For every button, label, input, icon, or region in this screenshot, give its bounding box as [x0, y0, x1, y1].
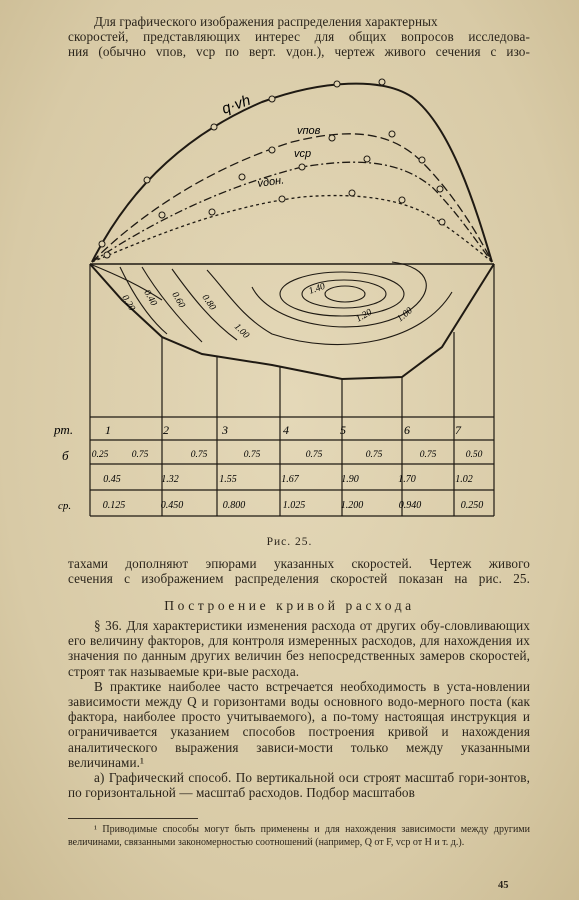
- intro-line: ния (обычно vпов, vср по верт. vдон.), чертеж живого сечения с изо-: [68, 44, 530, 60]
- cell-v: 1.70: [398, 474, 416, 485]
- cell-b: 0.75: [243, 450, 261, 460]
- cell-b: 0.75: [419, 450, 437, 460]
- cell-sr: 0.940: [398, 500, 422, 511]
- qvh-curve: [92, 84, 492, 262]
- cont-line: сечения с изображением распределения скоростей показан на рис. 25.: [68, 571, 530, 587]
- vertical-number: 6: [404, 423, 410, 437]
- row-label-rt: рт.: [54, 422, 74, 437]
- body-text: [68, 618, 530, 800]
- cell-v: 1.90: [341, 474, 359, 485]
- vertical-number: 3: [222, 423, 228, 437]
- intro-line: Для графического изображения распределения характерных: [94, 14, 438, 29]
- isoline-label: 1.20: [354, 307, 374, 325]
- paragraph-36: § 36. Для характеристики изменения расхода от других обу-словливающих его величину факторов, для контроля измеренных расходов, для нахождения их значения по данным других величин без непосредственных замеров скоростей, строят так называемые кри-вые расхода.: [68, 618, 530, 679]
- row-label-b: б: [62, 448, 69, 463]
- isoline-label: 1.00: [231, 322, 251, 341]
- isoline-label: 1.00: [395, 305, 415, 325]
- footnote: [68, 824, 530, 849]
- cell-v: 1.67: [281, 474, 299, 485]
- vertical-number: 7: [455, 423, 461, 437]
- cell-sr: 1.025: [282, 500, 306, 511]
- vertical-number: 1: [105, 423, 111, 437]
- cell-sr: 0.250: [460, 500, 484, 511]
- intro-paragraph: [68, 14, 530, 60]
- cell-b: 0.25: [91, 450, 109, 460]
- footnote-text: ¹ Приводимые способы могут быть применены и для нахождения зависимости между другими величинами, связанными закономерностью соотношений (например, Q от F, vср от H и т. д.).: [68, 824, 530, 848]
- cell-b: 0.75: [190, 450, 208, 460]
- section-heading: Построение кривой расхода: [164, 598, 415, 613]
- vdon-curve: [92, 196, 492, 262]
- figure-caption: Рис. 25.: [266, 536, 313, 548]
- intro-line: скоростей, представляющих интерес для общих вопросов исследова-: [68, 29, 530, 45]
- cell-v: 0.45: [103, 474, 121, 485]
- vertical-number: 5: [340, 423, 346, 437]
- vertical-number: 4: [283, 423, 289, 437]
- paragraph-graphic-method: а) Графический способ. По вертикальной оси строят масштаб гори-зонтов, по горизонтальной — масштаб расходов. Подбор масштабов: [68, 770, 530, 801]
- cell-sr: 0.450: [160, 500, 184, 511]
- cell-v: 1.55: [219, 474, 237, 485]
- cell-v: 1.02: [455, 474, 473, 485]
- paragraph-practice: В практике наиболее часто встречается необходимость в уста-новлении зависимости между Q и горизонтами воды основного водо-мерного поста (как фактора, наиболее просто учитываемого), а по-тому настоящая инструкция и ограничивается указанием способов построения кривой и нахождения аналитического выражения зависи-мости только между указанными величинами.¹: [68, 678, 530, 770]
- cell-sr: 0.800: [222, 500, 246, 511]
- isoline-label: 0.20: [119, 293, 137, 313]
- figure-25-cross-section: [54, 72, 522, 542]
- footnote-rule: [68, 818, 198, 819]
- label-qvh: q·vh: [219, 91, 253, 118]
- isoline-label: 1.40: [307, 281, 327, 297]
- label-vpov: vпов: [297, 125, 321, 137]
- cell-b: 0.75: [305, 450, 323, 460]
- cell-b: 0.75: [365, 450, 383, 460]
- isoline-label: 0.40: [141, 288, 159, 308]
- isoline-label: 0.80: [199, 292, 218, 313]
- cell-b: 0.50: [465, 450, 483, 460]
- continuation-paragraph: [68, 556, 530, 586]
- label-vdon: vдон.: [256, 174, 285, 190]
- cell-v: 1.32: [161, 474, 179, 485]
- isoline-label: 0.60: [169, 290, 187, 310]
- vertical-number: 2: [163, 423, 169, 437]
- cell-b: 0.75: [131, 450, 149, 460]
- cell-sr: 1.200: [340, 500, 364, 511]
- row-label-sr: ср.: [58, 500, 72, 512]
- label-vsr: vср: [294, 148, 312, 160]
- cont-line: тахами дополняют эпюрами указанных скоростей. Чертеж живого: [68, 556, 530, 571]
- cell-sr: 0.125: [102, 500, 126, 511]
- page-number: 45: [498, 880, 509, 891]
